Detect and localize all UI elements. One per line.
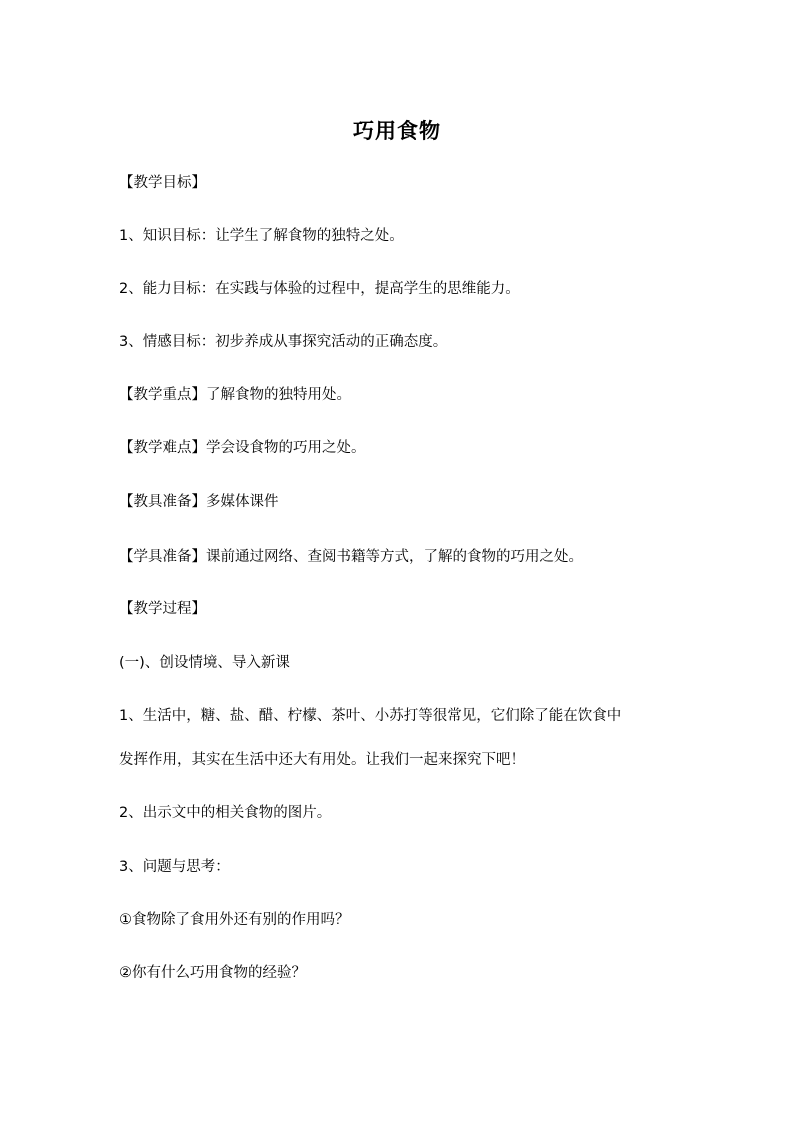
section-heading-teaching-goals: 【教学目标】: [119, 175, 206, 191]
list-item-show-pictures: 2、出示文中的相关食物的图片。: [119, 805, 332, 821]
list-item-questions: 3、问题与思考：: [119, 859, 230, 875]
document-title: 巧用食物: [353, 119, 441, 143]
section-heading-teaching-process: 【教学过程】: [119, 601, 206, 617]
teaching-difficulty: 【教学难点】学会设食物的巧用之处。: [119, 440, 366, 456]
paragraph-line: 1、生活中，糖、盐、醋、柠檬、茶叶、小苏打等很常见，它们除了能在饮食中: [119, 708, 622, 724]
student-materials: 【学具准备】课前通过网络、查阅书籍等方式，了解的食物的巧用之处。: [119, 549, 583, 565]
paragraph-line: 发挥作用，其实在生活中还大有用处。让我们一起来探究下吧！: [119, 752, 525, 768]
teaching-key-point: 【教学重点】了解食物的独特用处。: [119, 387, 351, 403]
goal-emotion: 3、情感目标：初步养成从事探究活动的正确态度。: [119, 334, 448, 350]
question-1: ①食物除了食用外还有别的作用吗？: [119, 912, 350, 928]
goal-ability: 2、能力目标：在实践与体验的过程中，提高学生的思维能力。: [119, 281, 520, 297]
teaching-aids: 【教具准备】多媒体课件: [119, 494, 279, 510]
question-2: ②你有什么巧用食物的经验？: [119, 965, 306, 981]
goal-knowledge: 1、知识目标：让学生了解食物的独特之处。: [119, 228, 404, 244]
process-step-intro: (一)、创设情境、导入新课: [119, 655, 290, 671]
